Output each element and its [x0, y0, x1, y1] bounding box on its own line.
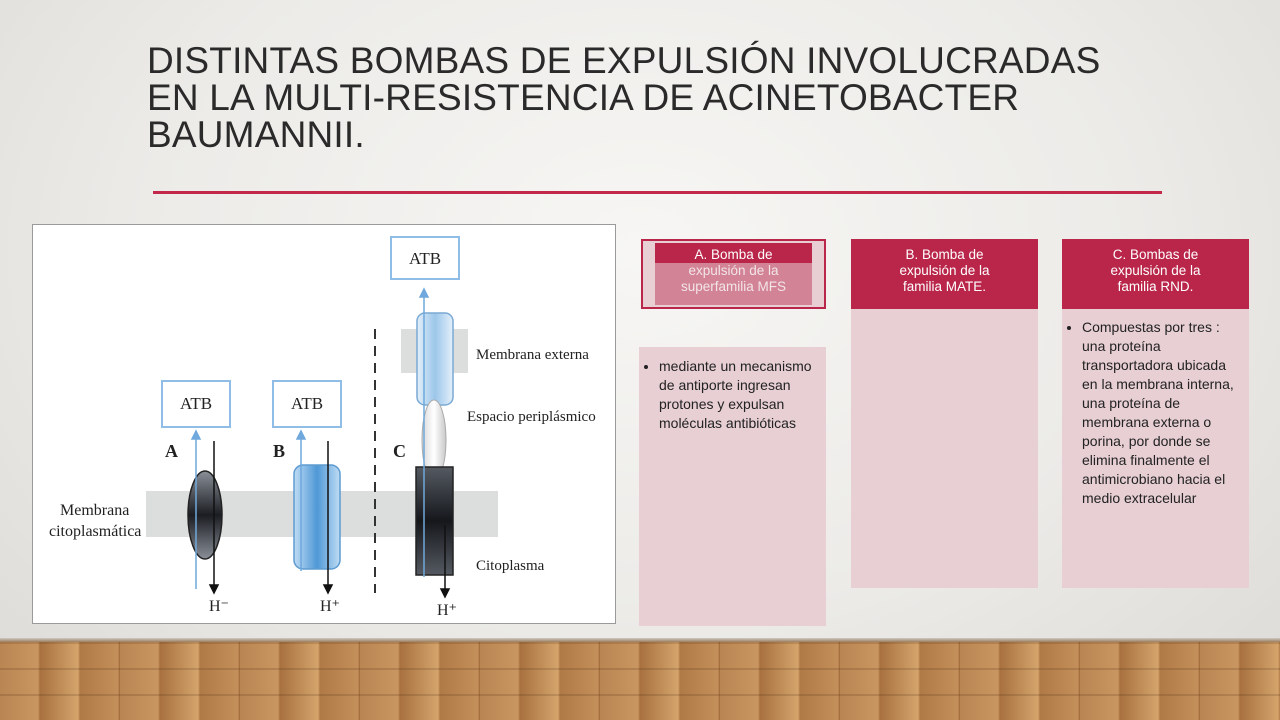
membrane-label-line-1: Membrana — [60, 502, 130, 519]
card-a-body — [639, 347, 826, 626]
atb-label-b: ATB — [290, 394, 324, 413]
wood-floor-background — [0, 642, 1280, 720]
atb-label-a: ATB — [179, 394, 213, 413]
card-b-heading-line-1: B. Bomba de — [905, 247, 984, 262]
diagram-svg — [33, 225, 617, 625]
periplasm-label: Espacio periplásmico — [467, 409, 596, 425]
card-a-bullet: • mediante un mecanismo de antiporte ingresan protones y expulsan moléculas antibióticas — [659, 357, 820, 433]
pump-c-outer-channel — [417, 313, 453, 405]
pump-letter-a: A — [165, 441, 178, 461]
card-c-heading-line-1: C. Bombas de — [1112, 247, 1199, 262]
card-a-heading — [641, 239, 826, 309]
title-divider — [153, 191, 1162, 194]
card-c-heading-line-3: familia RND. — [1117, 279, 1194, 294]
pump-letter-b: B — [273, 441, 286, 461]
ion-label-c: H⁺ — [437, 602, 457, 619]
pump-a-shape — [188, 471, 222, 559]
card-b-body — [851, 309, 1038, 588]
ion-label-b: H⁺ — [320, 598, 340, 615]
title-line-2: EN LA MULTI-RESISTENCIA DE ACINETOBACTER — [147, 77, 1020, 118]
atb-label-c: ATB — [408, 249, 442, 268]
membrane-label-line-2: citoplasmática — [49, 523, 142, 540]
card-c-heading — [1062, 239, 1249, 309]
outer-membrane-label: Membrana externa — [476, 347, 589, 363]
pump-c-inner-transporter — [416, 467, 453, 575]
card-b-heading-line-2: expulsión de la — [899, 263, 990, 278]
card-c-body — [1062, 309, 1249, 588]
card-c-bullet: • Compuestas por tres : una proteína transportadora ubicada en la membrana interna, una proteína de membrana externa o porina, por donde se elimina finalmente el antimicrobiano hacia el medio extracelular — [1082, 318, 1239, 508]
ion-label-a: H⁻ — [209, 598, 229, 615]
title-line-3: BAUMANNII. — [147, 114, 365, 155]
title-line-1: DISTINTAS BOMBAS DE EXPULSIÓN INVOLUCRADAS — [147, 40, 1101, 81]
pump-letter-c: C — [393, 441, 406, 461]
card-b-heading-line-3: familia MATE. — [902, 279, 986, 294]
cytoplasm-label: Citoplasma — [476, 558, 545, 574]
card-b-heading — [851, 239, 1038, 309]
card-c-heading-line-2: expulsión de la — [1110, 263, 1201, 278]
card-a-heading-line-1: A. Bomba de — [694, 247, 773, 262]
efflux-pump-diagram — [32, 224, 616, 624]
slide-title — [147, 42, 1157, 153]
